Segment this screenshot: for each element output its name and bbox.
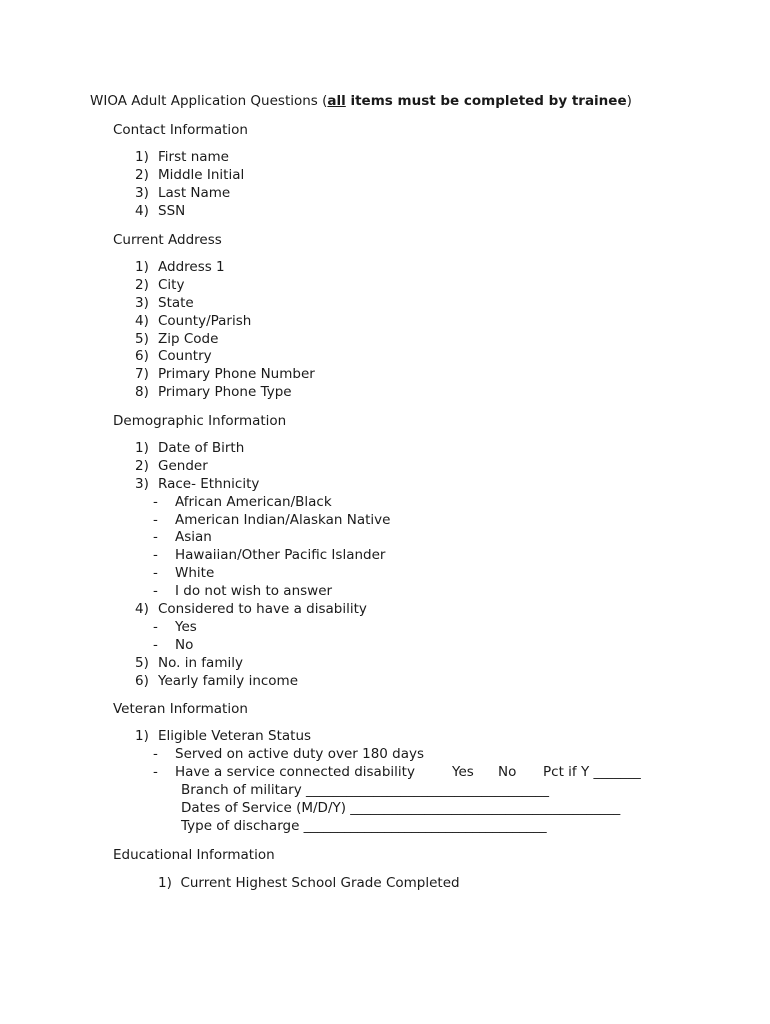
branch-field: Branch of military ____________________________________ — [181, 782, 550, 798]
race-option: - Asian — [153, 529, 212, 546]
veteran-list — [135, 728, 424, 782]
dates-field: Dates of Service (M/D/Y) ________________________________________ — [181, 800, 621, 816]
race-option: - White — [153, 565, 215, 582]
list-item: 3) Race- Ethnicity — [135, 475, 260, 492]
discharge-field: Type of discharge ____________________________________ — [181, 818, 547, 834]
list-item: 4) SSN — [135, 202, 186, 219]
list-item: 1) Date of Birth — [135, 440, 245, 456]
title-prefix: WIOA Adult Application Questions ( — [90, 93, 328, 109]
race-option: - African American/Black — [153, 493, 332, 510]
address-list — [135, 259, 315, 402]
disability-option: - Yes — [153, 618, 197, 635]
veteran-yes: Yes — [452, 764, 474, 780]
list-item: 1) First name — [135, 149, 229, 165]
contact-heading: Contact Information — [113, 122, 248, 138]
list-item: 5) Zip Code — [135, 330, 219, 347]
education-grade: Current Highest School Grade Completed — [180, 875, 460, 891]
list-item: 2) Middle Initial — [135, 166, 245, 183]
education-item: 1) Current Highest School Grade Completed — [158, 875, 460, 891]
list-item: 6) Country — [135, 348, 212, 365]
list-item: 3) Last Name — [135, 184, 231, 201]
contact-list — [135, 149, 244, 221]
veteran-heading: Veteran Information — [113, 701, 248, 717]
list-item: 2) Gender — [135, 457, 208, 474]
veteran-option: - Have a service connected disability — [153, 763, 415, 780]
list-item: 1) Eligible Veteran Status — [135, 728, 312, 744]
address-heading: Current Address — [113, 232, 222, 248]
list-item: 4) Considered to have a disability — [135, 601, 367, 618]
list-item: 2) City — [135, 276, 185, 293]
disability-option: - No — [153, 636, 194, 653]
race-option: - I do not wish to answer — [153, 583, 333, 600]
title-bold: items must be completed by trainee — [345, 93, 627, 109]
veteran-option: - Served on active duty over 180 days — [153, 745, 425, 762]
demographic-list — [135, 440, 390, 690]
list-item: 7) Primary Phone Number — [135, 366, 315, 383]
education-heading: Educational Information — [113, 847, 275, 863]
list-item: 6) Yearly family income — [135, 672, 299, 689]
list-item: 4) County/Parish — [135, 312, 252, 329]
title-all: all — [327, 93, 346, 109]
veteran-pct: Pct if Y _______ — [543, 764, 641, 780]
page-title — [90, 92, 632, 110]
race-option: - Hawaiian/Other Pacific Islander — [153, 547, 386, 564]
list-item: 8) Primary Phone Type — [135, 384, 292, 401]
veteran-no: No — [498, 764, 517, 780]
list-item: 1) Address 1 — [135, 259, 225, 275]
race-option: - American Indian/Alaskan Native — [153, 511, 391, 528]
list-item: 5) No. in family — [135, 654, 243, 671]
title-suffix: ) — [626, 93, 632, 109]
demographic-heading: Demographic Information — [113, 413, 287, 429]
list-item: 3) State — [135, 294, 194, 311]
